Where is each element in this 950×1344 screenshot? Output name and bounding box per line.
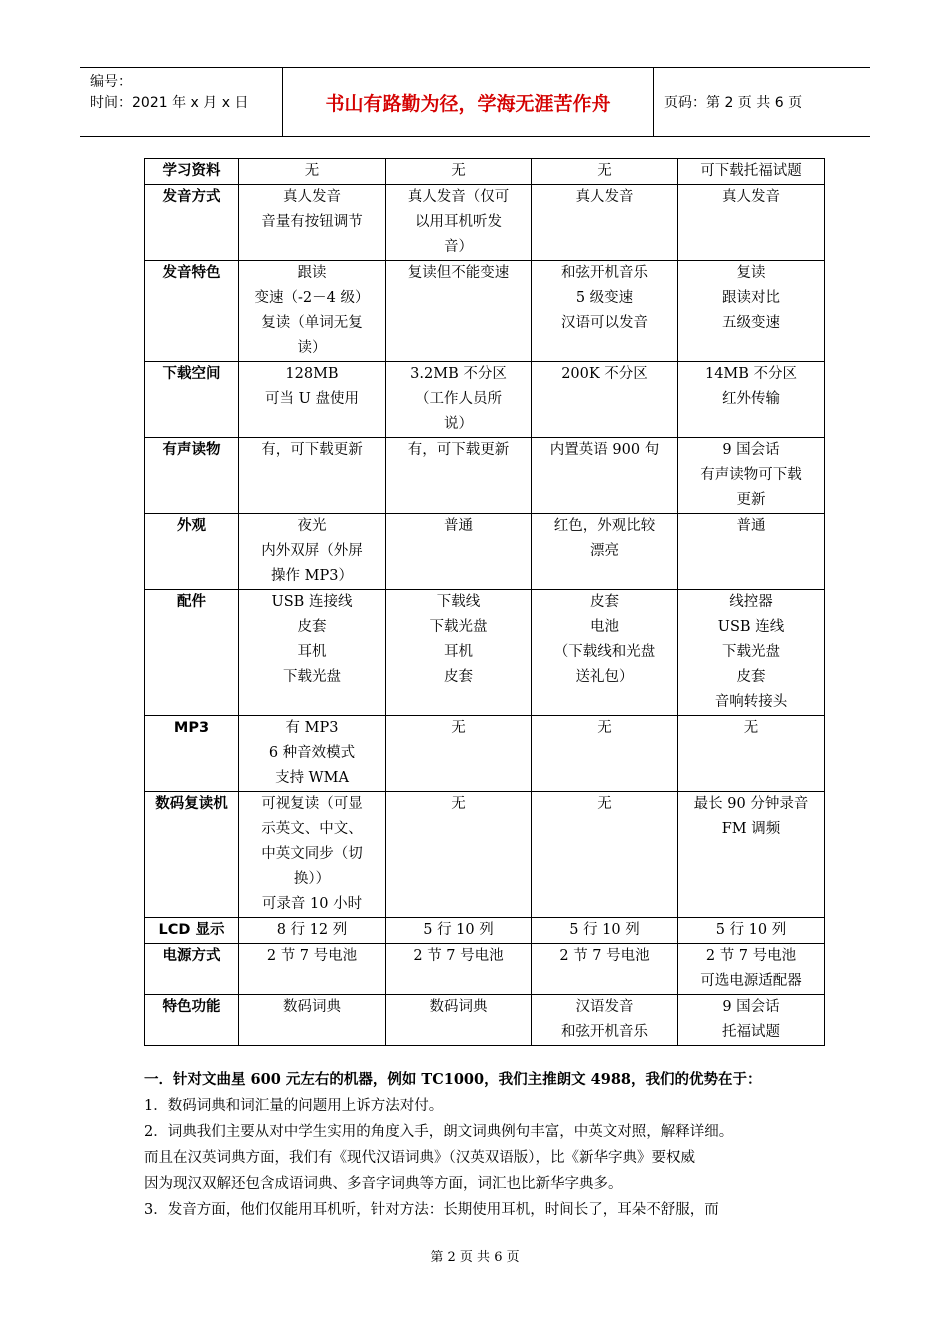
- table-cell: [239, 918, 386, 944]
- cell-line: 2 节 7 号电池: [266, 948, 358, 964]
- row-label: 有声读物: [145, 438, 239, 514]
- table-cell: [386, 792, 532, 918]
- cell-line: （工作人员所: [415, 391, 502, 407]
- table-row: [145, 995, 825, 1046]
- table-cell: [239, 159, 386, 185]
- cell-line: 皮套: [736, 669, 766, 685]
- cell-line: 汉语可以发音: [561, 315, 648, 331]
- section-heading: 一．针对文曲星 600 元左右的机器，例如 TC1000，我们主推朗文 4988，我们的优势在于：: [144, 1071, 762, 1088]
- cell-line: 支持 WMA: [275, 770, 349, 786]
- row-label: 发音特色: [145, 261, 239, 362]
- row-label: 电源方式: [145, 944, 239, 995]
- table-row: [145, 918, 825, 944]
- cell-line: 无: [451, 796, 466, 812]
- cell-line: 128MB: [285, 366, 339, 382]
- cell-line: 可下载托福试题: [700, 163, 802, 179]
- cell-line: 有 MP3: [285, 720, 339, 736]
- table-cell: [678, 185, 825, 261]
- cell-line: 无: [597, 796, 612, 812]
- cell-line: 2 节 7 号电池: [413, 948, 504, 964]
- table-cell: [532, 918, 678, 944]
- cell-line: 皮套: [297, 619, 327, 635]
- cell-line: 内外双屏（外屏: [261, 543, 363, 559]
- document-number: 编号：: [90, 74, 132, 90]
- row-label: 数码复读机: [145, 792, 239, 918]
- table-cell: [239, 792, 386, 918]
- table-cell: [532, 362, 678, 438]
- cell-line: 9 国会话: [722, 999, 780, 1015]
- document-date: 时间：2021 年 x 月 x 日: [90, 95, 249, 111]
- cell-line: 红外传输: [722, 391, 780, 407]
- cell-line: 更新: [736, 492, 766, 508]
- table-cell: [239, 438, 386, 514]
- paragraph-2-line-2: 而且在汉英词典方面，我们有《现代汉语词典》（汉英双语版），比《新华字典》要权威: [144, 1150, 695, 1166]
- cell-line: 复读: [736, 265, 766, 281]
- table-cell: [678, 590, 825, 716]
- comparison-table-body: [145, 159, 825, 1046]
- table-cell: [239, 185, 386, 261]
- cell-line: 数码词典: [283, 999, 341, 1015]
- table-cell: [532, 514, 678, 590]
- table-cell: [678, 362, 825, 438]
- cell-line: 汉语发音: [575, 999, 634, 1015]
- cell-line: 无: [304, 163, 320, 179]
- cell-line: 以用耳机听发: [415, 214, 502, 230]
- cell-line: 复读但不能变速: [407, 265, 510, 281]
- table-cell: [239, 362, 386, 438]
- page-footer: 第 2 页 共 6 页: [430, 1250, 520, 1265]
- cell-line: 皮套: [590, 594, 619, 610]
- header-info: [80, 68, 282, 136]
- table-row: [145, 261, 825, 362]
- cell-line: 中英文同步（切: [261, 846, 363, 862]
- table-cell: [239, 716, 386, 792]
- cell-line: 变速（-2－4 级）: [254, 290, 370, 306]
- table-cell: [386, 362, 532, 438]
- cell-line: 2 节 7 号电池: [705, 948, 797, 964]
- table-row: [145, 362, 825, 438]
- cell-line: 8 行 12 列: [276, 922, 348, 938]
- cell-line: 操作 MP3）: [271, 568, 353, 584]
- cell-line: 五级变速: [722, 315, 780, 331]
- table-row: [145, 716, 825, 792]
- row-label: 发音方式: [145, 185, 239, 261]
- table-cell: [386, 261, 532, 362]
- cell-line: 有，可下载更新: [407, 442, 510, 458]
- cell-line: 无: [597, 720, 612, 736]
- cell-line: 说）: [444, 416, 473, 432]
- table-row: [145, 514, 825, 590]
- table-cell: [532, 159, 678, 185]
- cell-line: 5 行 10 列: [569, 922, 640, 938]
- cell-line: 真人发音: [283, 189, 341, 205]
- paragraph-1: 1．数码词典和词汇量的问题用上诉方法对付。: [144, 1098, 444, 1114]
- table-cell: [532, 716, 678, 792]
- table-cell: [386, 590, 532, 716]
- cell-line: 可当 U 盘使用: [265, 391, 359, 407]
- table-cell: [532, 944, 678, 995]
- table-cell: [678, 918, 825, 944]
- table-cell: [678, 514, 825, 590]
- cell-line: 复读（单词无复: [261, 315, 363, 331]
- cell-line: FM 调频: [721, 821, 781, 837]
- comparison-table: [144, 158, 825, 1046]
- table-cell: [678, 438, 825, 514]
- table-cell: [678, 159, 825, 185]
- cell-line: 漂亮: [590, 543, 619, 559]
- table-cell: [532, 792, 678, 918]
- cell-line: 送礼包）: [575, 669, 634, 685]
- cell-line: 5 行 10 列: [423, 922, 494, 938]
- table-cell: [386, 514, 532, 590]
- table-cell: [239, 261, 386, 362]
- cell-line: 读）: [297, 340, 327, 356]
- cell-line: 无: [451, 163, 466, 179]
- paragraph-2-line-3: 因为现汉双解还包含成语词典、多音字词典等方面，词汇也比新华字典多。: [144, 1176, 623, 1192]
- cell-line: 有声读物可下载: [700, 467, 802, 483]
- cell-line: USB 连接线: [271, 594, 353, 610]
- table-cell: [386, 944, 532, 995]
- cell-line: 真人发音（仅可: [407, 189, 510, 205]
- table-cell: [386, 716, 532, 792]
- table-cell: [678, 792, 825, 918]
- cell-line: 和弦开机音乐: [561, 265, 648, 281]
- header-page-number: 页码：第 2 页 共 6 页: [664, 95, 803, 111]
- table-cell: [386, 185, 532, 261]
- table-row: [145, 590, 825, 716]
- cell-line: 2 节 7 号电池: [559, 948, 650, 964]
- cell-line: 托福试题: [722, 1024, 780, 1040]
- table-cell: [678, 261, 825, 362]
- page-header: [80, 67, 870, 137]
- row-label: 下载空间: [145, 362, 239, 438]
- row-label: MP3: [145, 716, 239, 792]
- cell-line: 下载光盘: [722, 644, 780, 660]
- cell-line: 真人发音: [722, 189, 780, 205]
- body-text: [144, 1067, 824, 1223]
- table-cell: [532, 185, 678, 261]
- table-cell: [386, 995, 532, 1046]
- cell-line: 无: [743, 720, 759, 736]
- cell-line: 内置英语 900 句: [549, 442, 660, 458]
- row-label: 特色功能: [145, 995, 239, 1046]
- cell-line: 和弦开机音乐: [561, 1024, 648, 1040]
- paragraph-3: 3．发音方面，他们仅能用耳机听，针对方法：长期使用耳机，时间长了，耳朵不舒服，而: [144, 1202, 719, 1218]
- cell-line: 耳机: [444, 644, 473, 660]
- cell-line: 无: [597, 163, 612, 179]
- cell-line: 可录音 10 小时: [261, 896, 363, 912]
- cell-line: 可视复读（可显: [261, 796, 363, 812]
- table-row: [145, 944, 825, 995]
- cell-line: 夜光: [297, 518, 327, 534]
- table-cell: [239, 514, 386, 590]
- cell-line: 下载光盘: [429, 619, 488, 635]
- paragraph-2-line-1: 2．词典我们主要从对中学生实用的角度入手，朗文词典例句丰富，中英文对照，解释详细。: [144, 1124, 734, 1140]
- table-cell: [239, 944, 386, 995]
- cell-line: 数码词典: [429, 999, 488, 1015]
- cell-line: 6 种音效模式: [268, 745, 356, 761]
- cell-line: 有，可下载更新: [261, 442, 363, 458]
- table-row: [145, 792, 825, 918]
- cell-line: 3.2MB 不分区: [410, 366, 507, 382]
- table-cell: [386, 918, 532, 944]
- cell-line: 下载光盘: [283, 669, 341, 685]
- cell-line: 线控器: [729, 594, 773, 610]
- table-cell: [678, 716, 825, 792]
- table-row: [145, 438, 825, 514]
- cell-line: 红色，外观比较: [553, 518, 656, 534]
- cell-line: 14MB 不分区: [704, 366, 798, 382]
- cell-line: 5 级变速: [575, 290, 634, 306]
- table-cell: [678, 944, 825, 995]
- cell-line: 音量有按钮调节: [261, 214, 363, 230]
- header-motto: 书山有路勤为径，学海无涯苦作舟: [282, 68, 654, 136]
- cell-line: 跟读: [297, 265, 327, 281]
- cell-line: 跟读对比: [722, 290, 780, 306]
- cell-line: 无: [451, 720, 466, 736]
- cell-line: 真人发音: [575, 189, 634, 205]
- cell-line: 电池: [590, 619, 619, 635]
- cell-line: 换））: [293, 871, 331, 887]
- table-cell: [239, 995, 386, 1046]
- table-cell: [386, 159, 532, 185]
- cell-line: 皮套: [444, 669, 473, 685]
- cell-line: 可选电源适配器: [700, 973, 802, 989]
- table-cell: [532, 438, 678, 514]
- cell-line: （下载线和光盘: [553, 644, 656, 660]
- table-cell: [532, 995, 678, 1046]
- table-row: [145, 185, 825, 261]
- cell-line: 普通: [736, 518, 766, 534]
- table-cell: [386, 438, 532, 514]
- row-label: 外观: [145, 514, 239, 590]
- cell-line: 耳机: [297, 644, 327, 660]
- cell-line: 普通: [444, 518, 473, 534]
- row-label: 学习资料: [145, 159, 239, 185]
- cell-line: 200K 不分区: [561, 366, 648, 382]
- table-cell: [678, 995, 825, 1046]
- table-cell: [532, 590, 678, 716]
- cell-line: 音）: [444, 239, 473, 255]
- cell-line: 5 行 10 列: [715, 922, 787, 938]
- row-label: 配件: [145, 590, 239, 716]
- cell-line: 示英文、中文、: [261, 821, 363, 837]
- table-row: [145, 159, 825, 185]
- table-cell: [532, 261, 678, 362]
- cell-line: 下载线: [436, 594, 481, 610]
- cell-line: 音响转接头: [714, 694, 788, 710]
- cell-line: USB 连线: [717, 619, 785, 635]
- cell-line: 9 国会话: [722, 442, 780, 458]
- table-cell: [239, 590, 386, 716]
- row-label: LCD 显示: [145, 918, 239, 944]
- cell-line: 最长 90 分钟录音: [693, 796, 809, 812]
